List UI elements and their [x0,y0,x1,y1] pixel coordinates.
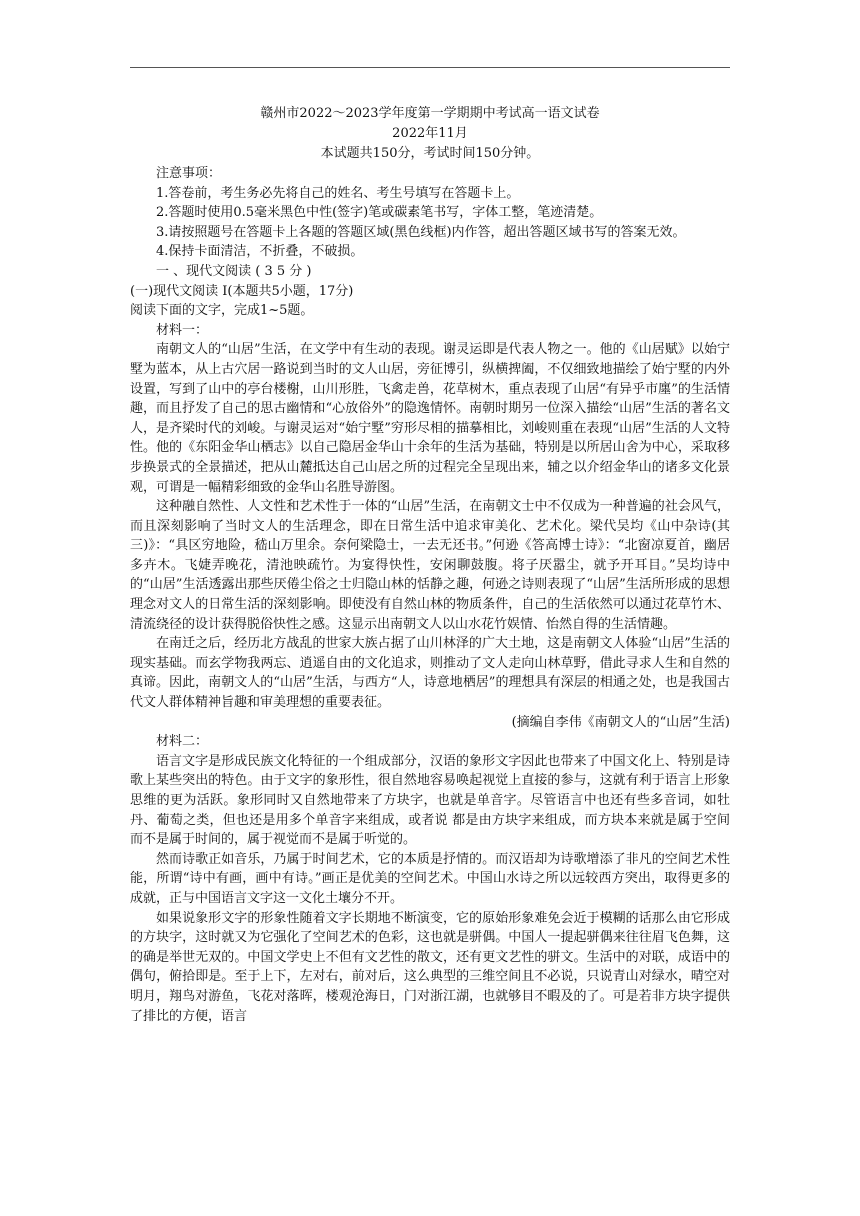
section-heading: 一 、现代文阅读 ( 3 5 分 ) [156,263,312,279]
notice-item: 2.答题时使用0.5毫米黑色中性(签字)笔或碳素笔书写，字体工整，笔迹清楚。 [156,205,603,221]
notice-heading: 注意事项： [156,166,222,181]
section-subheading: (一)现代文阅读 I(本题共5小题，17分) [130,283,354,299]
exam-info: 本试题共150分，考试时间150分钟。 [320,146,540,161]
material-label: 材料一： [156,322,209,338]
notice-item: 3.请按照题号在答题卡上各题的答题区域(黑色线框)内作答，超出答题区域书写的答案无效。 [156,224,686,240]
paragraph: 南朝文人的“山居”生活，在文学中有生动的表现。谢灵运即是代表人物之一。他的《山居赋》以始宁墅为蓝本，从上古穴居一路说到当时的文人山居，旁征博引，纵横捭阖，不仅细致地描绘了始宁墅的内外设置，写到了山中的亭台楼榭，山川形胜，飞禽走兽，花草树木，重点表现了山居“有异乎市廛”的生活情趣，而且抒发了自己的思古幽情和“心放俗外”的隐逸情怀。南朝时期另一位深入描绘“山居”生活的著名文人，是齐梁时代的刘峻。与谢灵运对“始宁墅”穷形尽相的描摹相比，刘峻则重在表现“山居”生活的人文特性。他的《东阳金华山栖志》以自己隐居金华山十余年的生活为基础，特别是以所居山舍为中心，采取移步换景式的全景描述，把从山麓抵达自己山居之所的过程完全呈现出来，辅之以介绍金华山的诸多文化景观，可谓是一幅精彩细致的金华山名胜导游图。 [130,342,730,495]
source-citation: (摘编自李伟《南朝文人的“山居”生活) [511,714,730,730]
exam-title: 赣州市2022～2023学年度第一学期期中考试高一语文试卷 [260,106,600,121]
paragraph: 然而诗歌正如音乐，乃属于时间艺术，它的本质是抒情的。而汉语却为诗歌增添了非凡的空间艺术性能，所谓“诗中有画，画中有诗。”画正是优美的空间艺术。中国山水诗之所以远较西方突出，取得更多的成就，正与中国语言文字这一文化土壤分不开。 [130,851,730,906]
header-rule [130,67,730,68]
paragraph: 如果说象形文字的形象性随着文字长期地不断演变，它的原始形象难免会近于模糊的话那么由它形成的方块字，这时就又为它强化了空间艺术的色彩，这也就是骈偶。中国人一提起骈偶来往往眉飞色舞，这的确是举世无双的。中国文学史上不但有文艺性的散文，还有更文艺性的骈文。生活中的对联，成语中的偶句，俯拾即是。至于上下，左对右，前对后，这么典型的三维空间且不必说，只说青山对绿水，晴空对明月，翔鸟对游鱼，飞花对落晖，楼观沧海日，门对浙江湖，也就够目不暇及的了。可是若非方块字提供了排比的方便，语言 [130,910,730,1024]
paragraph: 这种融自然性、人文性和艺术性于一体的“山居”生活，在南朝文士中不仅成为一种普遍的社会风气，而且深刻影响了当时文人的生活理念，即在日常生活中追求审美化、艺术化。梁代吴均《山中杂诗(其三)》：“具区穷地险，嵇山万里余。奈何梁隐士，一去无还书。”何逊《答高博士诗》：“北窗凉夏首，幽居多卉木。飞婕弄晚花，清池映疏竹。为宴得快性，安闲聊鼓腹。将子厌嚣尘，就予开耳目。”吴均诗中的“山居”生活透露出那些厌倦尘俗之士归隐山林的恬静之趣，何逊之诗则表现了“山居”生活所形成的思想理念对文人的日常生活的深刻影响。即使没有自然山林的物质条件，自己的生活依然可以通过花草竹木、清流绕径的设计获得脱俗快性之感。这显示出南朝文人以山水花竹娱情、怡然自得的生活情趣。 [130,499,730,632]
paragraph: 语言文字是形成民族文化特征的一个组成部分，汉语的象形文字因此也带来了中国文化上、特别是诗歌上某些突出的特色。由于文字的象形性，很自然地容易唤起视觉上直接的参与，这就有利于语言上形象思维的更为活跃。象形同时又自然地带来了方块字，也就是单音字。尽管语言中也还有些多音词，如牡丹、葡萄之类，但也还是用多个单音字来组成，或者说 都是由方块字来组成，而方块本来就是属于空间而不是属于时间的，属于视觉而不是属于听觉的。 [130,753,730,848]
document-page [130,104,730,1026]
section-instruction: 阅读下面的文字，完成1~5题。 [130,303,314,319]
notice-item: 4.保持卡面清洁，不折叠，不破损。 [156,244,364,260]
paragraph: 在南迁之后，经历北方战乱的世家大族占据了山川林泽的广大土地，这是南朝文人体验“山居”生活的现实基础。而玄学物我两忘、逍遥自由的文化追求，则推动了文人走向山林草野，借此寻求人生和自然的真谛。因此，南朝文人的“山居”生活，与西方“人，诗意地栖居”的理想具有深层的相通之处，也是我国古代文人群体精神旨趣和审美理想的重要表征。 [130,636,730,711]
exam-date: 2022年11月 [392,126,468,141]
material-label: 材料二： [156,734,209,750]
notice-item: 1.答卷前，考生务必先将自己的姓名、考生号填写在答题卡上。 [156,185,520,201]
